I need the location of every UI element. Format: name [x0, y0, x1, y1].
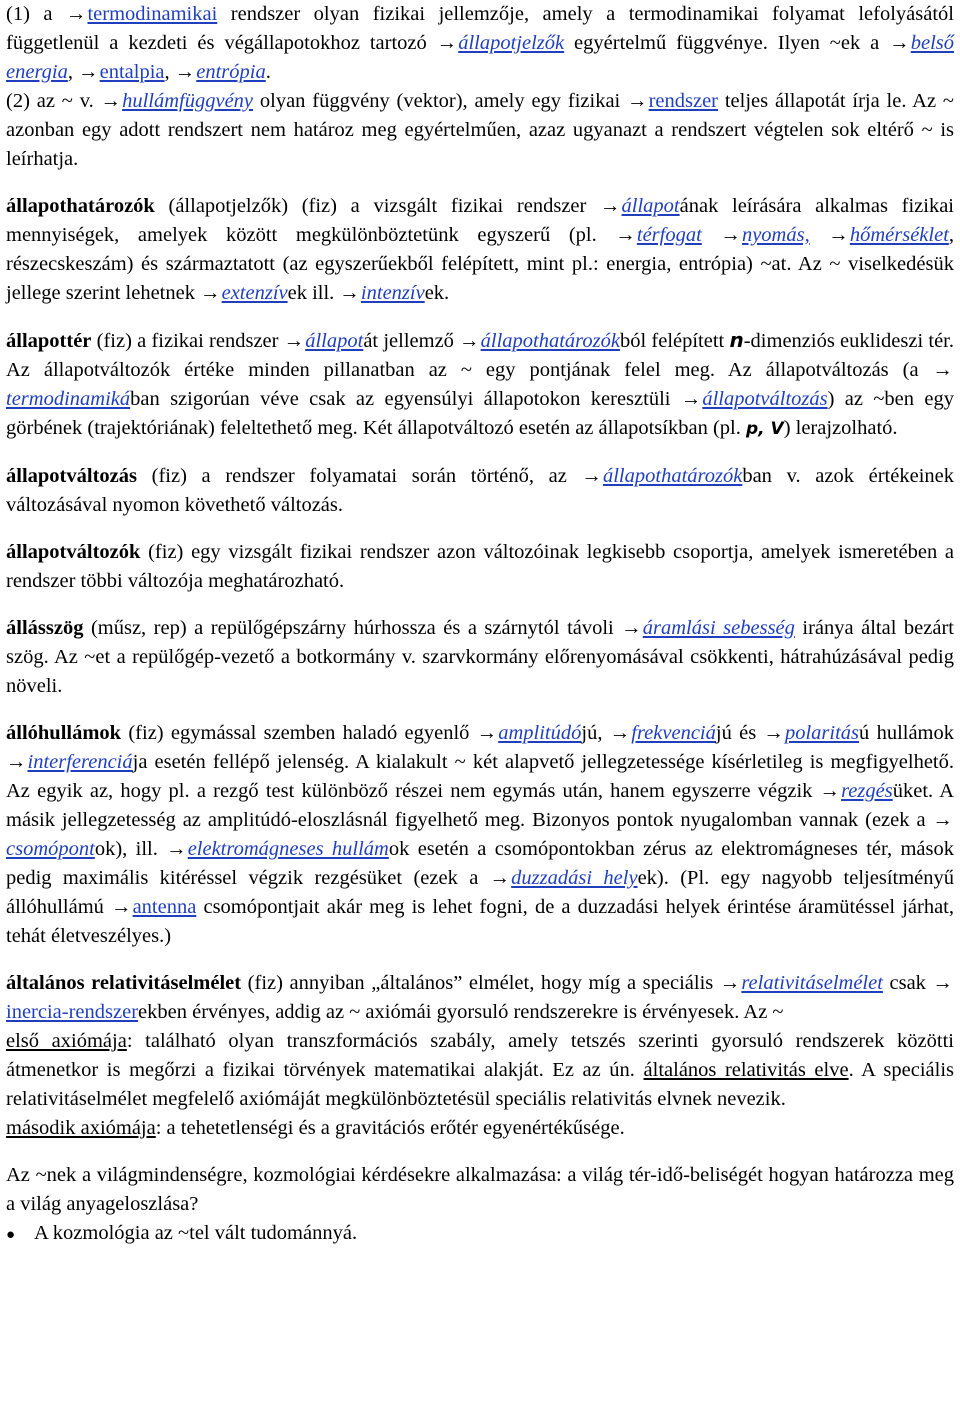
arrow-icon: → — [100, 90, 122, 112]
paragraph-gap — [6, 174, 954, 192]
paragraph-gap — [6, 444, 954, 462]
link-inercia-rendszer[interactable]: inercia-rendszer — [6, 1001, 139, 1023]
entry-masodik-axioma: második axiómája: a tehetetlenségi és a gravitációs erőtér egyenértékűsége. — [6, 1117, 625, 1139]
arrow-icon: → — [65, 3, 87, 25]
arrow-icon: → — [763, 722, 784, 744]
arrow-icon: → — [476, 722, 498, 744]
arrow-icon: → — [459, 330, 480, 352]
formula-n: n — [729, 328, 744, 352]
link-interferencia[interactable]: interferenciá — [27, 751, 133, 773]
entry-allapotvaltozas: állapotváltozás (fiz) a rendszer folyamatai során történő, az →állapothatározókban v. azok értékeinek változásával nyomon követhető változás. — [6, 462, 954, 520]
underlined-term: második axiómája — [6, 1117, 156, 1139]
arrow-icon: → — [621, 617, 642, 639]
arrow-icon: → — [819, 780, 841, 802]
bullet-item: ● A kozmológia az ~tel vált tudománnyá. — [6, 1219, 954, 1250]
link-intenziv[interactable]: intenzív — [360, 282, 425, 304]
entry-elso-axioma: első axiómája: található olyan transzformációs szabály, amely tetszés szerinti gyorsuló rendszerek közötti átmenetkor is megőrzi a fizikai törvények matematikai alakját. Ez az ún. általános relativitás elve. A speciális relativitáselmélet megfelelő axiómáját megkülönböztetésül speciális relativitás elvnek nevezik. — [6, 1030, 955, 1110]
paragraph-gap — [6, 701, 954, 719]
paragraph-gap — [6, 308, 954, 326]
arrow-icon: → — [200, 282, 221, 304]
arrow-icon: → — [719, 972, 741, 994]
link-allapot[interactable]: állapot — [305, 330, 364, 352]
link-homerseklet[interactable]: hőmérséklet — [849, 224, 949, 246]
link-relativitaselmelet[interactable]: relativitáselmélet — [741, 972, 883, 994]
link-aramlasi-sebesseg[interactable]: áramlási sebesség — [642, 617, 795, 639]
entry-allasszog: állásszög (műsz, rep) a repülőgépszárny húrhossza és a szárnytól távoli →áramlási sebesség iránya által bezárt szög. Az ~et a repülőgép-vezető a botkormány v. szarvkormány előrenyomásával csökkenti, hátrahúzásával pedig növeli. — [6, 614, 954, 701]
link-hullamfuggveny[interactable]: hullámfüggvény — [122, 90, 254, 112]
link-amplitudo[interactable]: amplitúdó — [498, 722, 582, 744]
arrow-icon: → — [609, 722, 631, 744]
link-allapotvaltozas[interactable]: állapotváltozás — [702, 388, 828, 410]
arrow-icon: → — [932, 359, 953, 381]
arrow-icon: → — [932, 809, 953, 831]
link-antenna[interactable]: antenna — [132, 896, 197, 918]
arrow-icon: → — [78, 61, 99, 83]
entry-term: állásszög — [6, 617, 84, 639]
entry-allapotter: állapottér (fiz) a fizikai rendszer →állapotát jellemző →állapothatározókból felépített n-dimenziós euklideszi tér. Az állapotváltozók értéke minden pillanatban az ~ egy pontjának felel meg. Az állapotváltozás (a →termodinamikában szigorúan véve csak az egyensúlyi állapotokon keresztüli →állapotváltozás) az ~ben egy görbének (trajektóriának) feleltethető meg. Két állapotváltozó esetén az állapotsíkban (pl. p, V) lerajzolható. — [6, 328, 955, 439]
link-rendszer[interactable]: rendszer — [648, 90, 719, 112]
arrow-icon: → — [339, 282, 360, 304]
underlined-term: általános relativitás elve — [643, 1059, 849, 1081]
arrow-icon: → — [283, 330, 305, 352]
link-rezges[interactable]: rezgés — [841, 780, 893, 802]
entry-term: állapottér — [6, 330, 92, 352]
entry-term: állapotváltozás — [6, 465, 137, 487]
entry-allapothatarozok: állapothatározók (állapotjelzők) (fiz) a vizsgált fizikai rendszer →állapotának leírására alkalmas fizikai mennyiségek, amelyek között megkülönböztetünk egyszerű (pl. →térfogat →nyomás, →hőmérséklet, részecskeszám) és származtatott (az egyszerűekből felépített, mint pl.: energia, entrópia) ~at. Az ~ viselkedésük jellege szerint lehetnek →extenzívek ill. →intenzívek. — [6, 192, 954, 308]
arrow-icon: → — [720, 224, 741, 246]
link-polaritas[interactable]: polaritás — [784, 722, 860, 744]
paragraph-gap — [6, 1143, 954, 1161]
arrow-icon: → — [600, 195, 621, 217]
entry-allapotvaltozok: állapotváltozók (fiz) egy vizsgált fizikai rendszer azon változóinak legkisebb csoportja, amelyek ismeretében a rendszer többi változója meghatározható. — [6, 541, 954, 592]
entry-allohullamok: állóhullámok (fiz) egymással szemben haladó egyenlő →amplitúdójú, →frekvenciájú és →polaritású hullámok →interferenciája esetén fellépő jelenség. A kialakult ~ két alapvető jellegzetessége kísérletileg is megfigyelhető. Az egyik az, hogy pl. a rezgő test különböző részei nem egymás után, hanem egyszerre végzik →rezgésüket. A másik jellegzetesség az amplitúdó-eloszlásnál figyelhető meg. Bizonyos pontok nyugalomban vannak (ezek a →csomópontok), ill. →elektromágneses hullámok esetén a csomópontokban zérus az elektromágneses tér, mások pedig maximális kitéréssel végzik rezgésüket (ezek a →duzzadási helyek). (Pl. egy nagyobb teljesítményű állóhullámú →antenna csomópontjait akár meg is lehet fogni, de a duzzadási helyek érintése áramütéssel járhat, tehát életveszélyes.) — [6, 719, 954, 951]
arrow-icon: → — [932, 972, 953, 994]
arrow-icon: → — [489, 867, 511, 889]
link-allapothatarozok[interactable]: állapothatározók — [602, 465, 743, 487]
link-terfogat[interactable]: térfogat — [636, 224, 702, 246]
link-allapot[interactable]: állapot — [621, 195, 680, 217]
arrow-icon: → — [111, 896, 132, 918]
arrow-icon: → — [6, 751, 27, 773]
arrow-icon: → — [581, 465, 602, 487]
link-belso-energia[interactable]: belső energia — [6, 32, 954, 83]
paragraph-gap — [6, 596, 954, 614]
link-elektromagneses-hullam[interactable]: elektromágneses hullám — [187, 838, 389, 860]
link-csomopont[interactable]: csomópont — [6, 838, 95, 860]
entry-term: állóhullámok — [6, 722, 122, 744]
arrow-icon: → — [680, 388, 702, 410]
arrow-icon: → — [889, 32, 910, 54]
underlined-term: első axiómája — [6, 1030, 127, 1052]
link-nyomas[interactable]: nyomás, — [741, 224, 810, 246]
arrow-icon: → — [174, 61, 196, 83]
entry-term: állapothatározók — [6, 195, 155, 217]
paragraph-gap — [6, 951, 954, 969]
link-entropia[interactable]: entrópia — [196, 61, 266, 83]
entry-term: állapotváltozók — [6, 541, 141, 563]
link-termodinamikai[interactable]: termodinamikai — [87, 3, 218, 25]
link-duzzadasi-hely[interactable]: duzzadási hely — [511, 867, 638, 889]
link-extenziv[interactable]: extenzív — [221, 282, 288, 304]
entry-allapotfuggveny: (1) a →termodinamikai rendszer olyan fizikai jellemzője, amely a termodinamikai folyamat lefolyásától függetlenül a kezdeti és végállapotokhoz tartozó →állapotjelzők egyértelmű függvénye. Ilyen ~ek a →belső energia, →entalpia, →entrópia. — [6, 0, 954, 87]
link-entalpia[interactable]: entalpia — [99, 61, 165, 83]
bullet-icon: ● — [6, 1227, 16, 1243]
link-frekvencia[interactable]: frekvenciá — [631, 722, 716, 744]
entry-altalanos-relativitaselmelet: általános relativitáselmélet (fiz) annyiban „általános” elmélet, hogy míg a speciális →relativitáselmélet csak →inercia-rendszerekben érvényes, addig az ~ axiómái gyorsuló rendszerekre is érvényesek. Az ~ — [6, 969, 954, 1027]
entry-kozmologia: Az ~nek a világmindenségre, kozmológiai kérdésekre alkalmazása: a világ tér-idő-beliségét hogyan határozza meg a világ anyageloszlása? — [6, 1164, 954, 1215]
entry-allapotfuggveny-2: (2) az ~ v. →hullámfüggvény olyan függvény (vektor), amely egy fizikai →rendszer teljes állapotát írja le. Az ~ azonban egy adott rendszert nem határoz meg egyértelműen, azaz ugyanazt a rendszert végtelen sok eltérő ~ is leírhatja. — [6, 87, 954, 174]
link-termodinamika[interactable]: termodinamiká — [6, 388, 131, 410]
formula-pv: p, V — [745, 419, 784, 439]
arrow-icon: → — [828, 224, 849, 246]
arrow-icon: → — [627, 90, 648, 112]
paragraph-gap — [6, 520, 954, 538]
link-allapotjelzok[interactable]: állapotjelzők — [458, 32, 565, 54]
entry-term: általános relativitáselmélet — [6, 972, 242, 994]
arrow-icon: → — [436, 32, 458, 54]
arrow-icon: → — [166, 838, 187, 860]
link-allapothatarozok[interactable]: állapothatározók — [480, 330, 620, 352]
arrow-icon: → — [615, 224, 636, 246]
